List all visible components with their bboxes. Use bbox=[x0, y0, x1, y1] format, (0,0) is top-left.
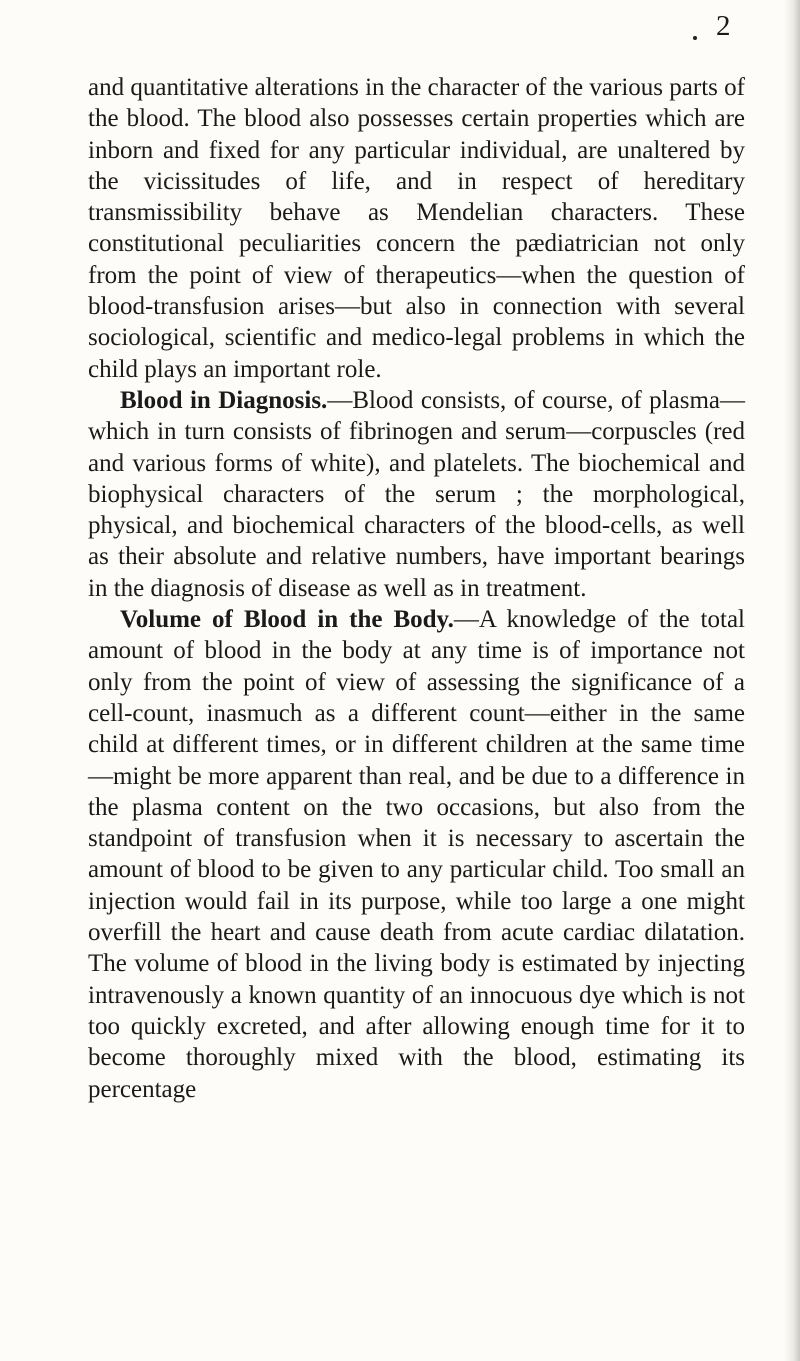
paragraph-body: —Blood consists, of course, of plasma—which in turn consists of fibrinogen and serum—corpuscles (red and various forms of white), and platelets. The biochemical and biophysical characters of the serum ; the morphological, physical, and biochemical characters of the blood-cells, as well as their absolute and relative numbers, have important bearings in the diagnosis of disease as well as in treatment. bbox=[88, 386, 745, 602]
paragraph-volume-of-blood bbox=[88, 604, 745, 1105]
paragraph-body: —A knowledge of the total amount of blood in the body at any time is of importance not only from the point of view of assessing the significance of a cell-count, inasmuch as a different count—either in the same child at different times, or in different children at the same time—might be more apparent than real, and be due to a difference in the plasma content on the two occasions, but also from the standpoint of transfusion when it is necessary to ascertain the amount of blood to be given to any particular child. Too small an injection would fail in its purpose, while too large a one might overfill the heart and cause death from acute cardiac dilatation. The volume of blood in the living body is estimated by injecting intravenously a known quantity of an innocuous dye which is not too quickly excreted, and after allowing enough time for it to become thoroughly mixed with the blood, estimating its percentage bbox=[88, 606, 745, 1103]
paragraph-blood-in-diagnosis bbox=[88, 385, 745, 604]
section-heading-volume-of-blood: Volume of Blood in the Body. bbox=[120, 606, 454, 634]
page-edge-shadow bbox=[784, 0, 800, 1361]
section-heading-blood-in-diagnosis: Blood in Diagnosis. bbox=[120, 386, 328, 414]
page-dot-mark bbox=[693, 36, 697, 40]
paragraph-continuation: and quantitative alterations in the character of the various parts of the blood. The blood also possesses certain properties which are inborn and fixed for any particular individual, are unaltered by the vicissitudes of life, and in respect of hereditary transmissibility behave as Mendelian characters. These constitutional peculiarities concern the pædiatrician not only from the point of view of therapeutics—when the question of blood-transfusion arises—but also in connection with several sociological, scientific and medico-legal problems in which the child plays an important role. bbox=[88, 74, 745, 383]
body-text bbox=[88, 72, 745, 1105]
page-number: 2 bbox=[716, 10, 731, 42]
